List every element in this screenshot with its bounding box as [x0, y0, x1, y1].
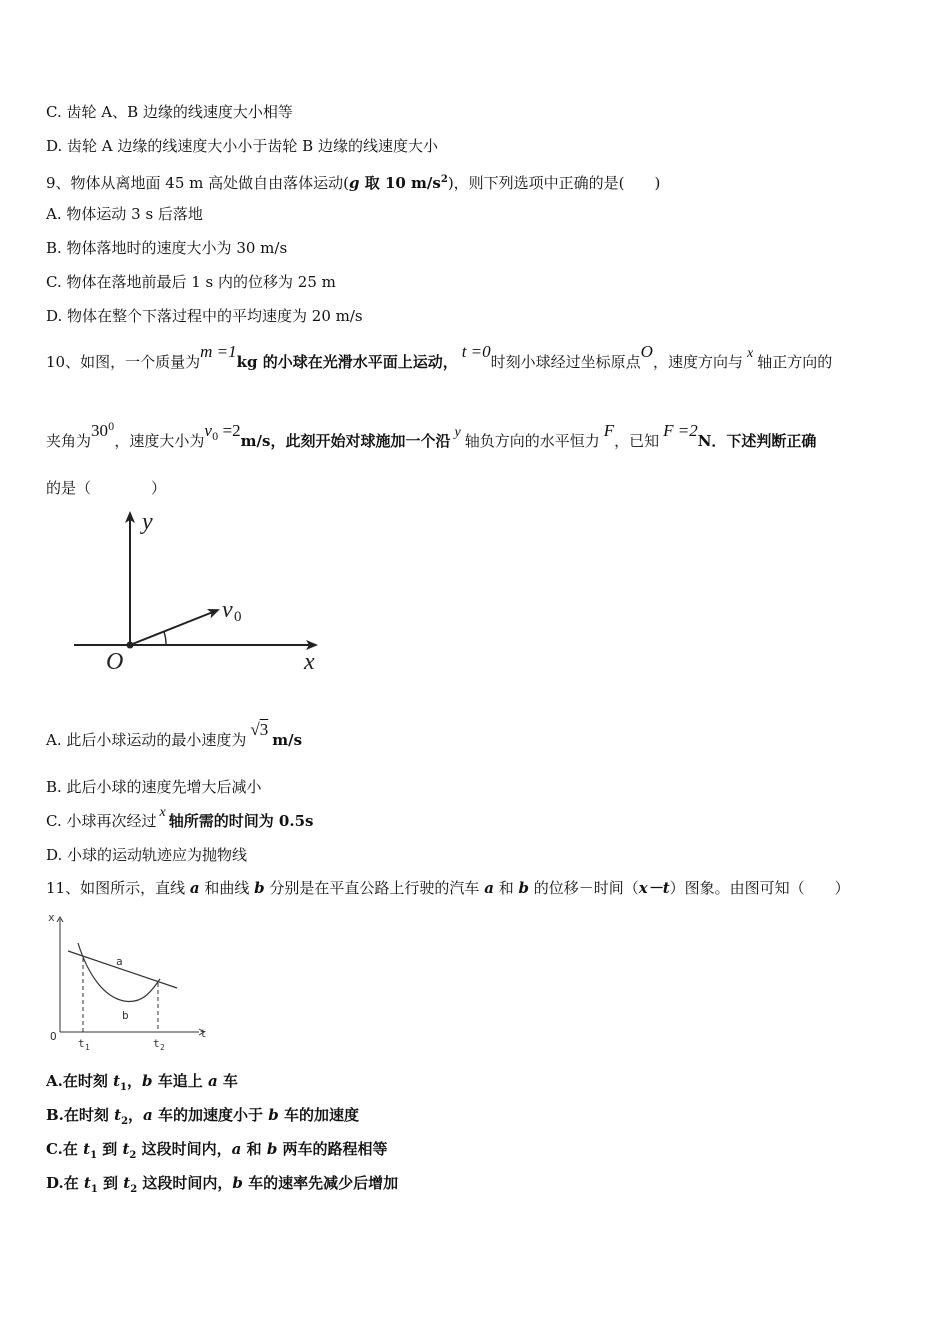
q10-option-c-suffix: 轴所需的时间为 0.5s — [168, 812, 314, 830]
q10-option-d: D. 小球的运动轨迹应为抛物线 — [46, 846, 248, 864]
q11-c-t1-sub: 1 — [90, 1150, 98, 1161]
q10-time-eq: t =0 — [461, 342, 491, 361]
q9-option-d: D. 物体在整个下落过程中的平均速度为 20 m/s — [46, 307, 363, 325]
q10-text-10: ，已知 — [614, 432, 660, 450]
q10-velocity-vector — [130, 610, 218, 645]
q9-option-c: C. 物体在落地前最后 1 s 内的位移为 25 m — [46, 273, 336, 291]
q10-text-9: 轴负方向的水平恒力 — [464, 432, 600, 450]
q10-option-a-prefix: A. 此后小球运动的最小速度为 — [46, 731, 247, 749]
q10-option-c — [46, 805, 314, 833]
q11-a-var: a — [189, 879, 200, 897]
q11-c-t1: t — [83, 1140, 91, 1158]
q9-option-b: B. 物体落地时的速度大小为 30 m/s — [46, 239, 288, 257]
q11-option-c — [46, 1139, 388, 1166]
q10-figure — [66, 505, 336, 685]
q11-a-text-1: A.在时刻 — [46, 1072, 114, 1090]
q10-text-4: ，速度方向与 — [652, 353, 743, 371]
q10-text-7: ，速度大小为 — [114, 432, 205, 450]
q10-v-label: v — [222, 597, 233, 623]
q10-text-5: 轴正方向的 — [757, 353, 833, 371]
q10-v0-sub: 0 — [211, 432, 219, 443]
q10-angle-arc — [164, 632, 166, 645]
q9-stem-prefix: 9、物体从离地面 45 m 高处做自由落体运动( — [46, 174, 350, 192]
option-d-prev: D. 齿轮 A 边缘的线速度大小小于齿轮 B 边缘的线速度大小 — [46, 137, 438, 155]
q11-curve-b — [78, 943, 160, 1001]
q11-c-a-var: a — [231, 1140, 242, 1158]
q10-y-var: y — [454, 425, 461, 440]
q10-F-var: F — [603, 421, 615, 440]
q9-stem-mid: 取 10 m/s — [359, 174, 441, 192]
q10-o-label: O — [106, 649, 124, 675]
q11-a-text-3: 车追上 — [152, 1072, 208, 1090]
q11-stem-4: 和 — [493, 879, 519, 897]
q11-c-t2: t — [122, 1140, 130, 1158]
q10-sqrt-value: 3 — [259, 720, 269, 739]
q11-stem-6: ）图象。由图可知（ ） — [669, 879, 850, 897]
q11-t2-label: t — [153, 1037, 160, 1050]
q11-t2-sub-label: 2 — [160, 1043, 165, 1052]
q10-option-c-prefix: C. 小球再次经过 — [46, 812, 157, 830]
q10-stem-line2 — [46, 421, 817, 458]
q11-c-text-2: 到 — [97, 1140, 123, 1158]
q9-stem-suffix: )，则下列选项中正确的是( ) — [447, 174, 661, 192]
q11-b-t: t — [114, 1106, 122, 1124]
q11-a-t-sub: 1 — [120, 1082, 127, 1093]
q10-x-var: x — [746, 346, 754, 361]
q11-stem-2: 和曲线 — [199, 879, 255, 897]
q11-d-t2: t — [123, 1174, 131, 1192]
q11-stem — [46, 878, 850, 898]
q11-curve-b-label: b — [122, 1009, 129, 1022]
q10-origin-var: O — [640, 342, 653, 361]
q10-option-a-suffix: m/s — [272, 731, 303, 749]
q10-angle-sup: 0 — [108, 422, 115, 433]
q11-d-text-4: 车的速率先减少后增加 — [242, 1174, 399, 1192]
q10-stem-line3: 的是（ ） — [46, 479, 167, 497]
q10-mass-eq: m =1 — [200, 342, 237, 361]
q10-origin-dot — [127, 642, 134, 649]
q11-x-axis-label: x — [48, 911, 55, 924]
q11-line-a-label: a — [116, 955, 123, 968]
q11-a-t: t — [113, 1072, 121, 1090]
q11-b-text-3: 车的加速度小于 — [152, 1106, 269, 1124]
q10-text-1: 10、如图，一个质量为 — [46, 353, 201, 371]
q10-v0-var: v — [204, 421, 212, 440]
q10-text-3: 时刻小球经过坐标原点 — [490, 353, 641, 371]
q11-c-t2-sub: 2 — [129, 1150, 137, 1161]
q10-option-c-x-var: x — [159, 805, 166, 820]
q11-c-b-var: b — [266, 1140, 278, 1158]
q10-x-label: x — [304, 649, 315, 675]
q10-option-b: B. 此后小球的速度先增大后减小 — [46, 778, 262, 796]
q11-a-b-var: b — [142, 1072, 153, 1090]
q11-c-text-4: 和 — [241, 1140, 267, 1158]
q10-v0-eq: =2 — [218, 421, 241, 440]
q11-option-d — [46, 1173, 398, 1200]
q11-d-b-var: b — [232, 1174, 243, 1192]
q10-text-11: N．下述判断正确 — [697, 432, 817, 450]
q11-b-text-4: 车的加速度 — [278, 1106, 359, 1124]
q10-y-label: y — [142, 509, 153, 535]
q11-c-text-1: C.在 — [46, 1140, 84, 1158]
q11-b-t-sub: 2 — [121, 1116, 129, 1127]
q10-angle: 30 — [91, 421, 109, 440]
q10-F-eq: F =2 — [663, 421, 698, 440]
q11-d-t1-sub: 1 — [90, 1184, 98, 1195]
q11-xt: x－t — [638, 879, 670, 897]
q10-text-6: 夹角为 — [46, 432, 92, 450]
q11-b-text-1: B.在时刻 — [46, 1106, 115, 1124]
q11-b-var: b — [254, 879, 265, 897]
q11-o-label: O — [50, 1030, 57, 1043]
q11-stem-3: 分别是在平直公路上行驶的汽车 — [264, 879, 485, 897]
q9-stem — [46, 170, 660, 193]
q11-figure — [44, 905, 214, 1055]
q10-option-a — [46, 720, 303, 750]
q11-t1-label: t — [78, 1037, 85, 1050]
q11-b-var-2: b — [518, 879, 529, 897]
q9-option-a: A. 物体运动 3 s 后落地 — [46, 205, 203, 223]
q10-sqrt-symbol: √ — [250, 720, 260, 739]
q10-text-2: kg 的小球在光滑水平面上运动， — [236, 353, 458, 371]
q11-a-text-4: 车 — [217, 1072, 238, 1090]
q11-c-text-3: 这段时间内， — [136, 1140, 232, 1158]
q10-stem-line1 — [46, 342, 833, 374]
q11-t-axis-label: t — [200, 1027, 207, 1040]
q11-t1-sub-label: 1 — [85, 1043, 90, 1052]
q11-b-b-var: b — [268, 1106, 279, 1124]
q10-v-sub-label: 0 — [234, 609, 242, 625]
q10-text-8: m/s，此刻开始对球施加一个沿 — [240, 432, 451, 450]
q11-a-var-2: a — [484, 879, 494, 897]
q11-d-t2-sub: 2 — [130, 1184, 138, 1195]
q11-c-text-5: 两车的路程相等 — [277, 1140, 388, 1158]
q11-a-text-2: ， — [127, 1072, 143, 1090]
q11-d-text-1: D.在 — [46, 1174, 84, 1192]
q11-stem-1: 11、如图所示，直线 — [46, 879, 190, 897]
q11-b-a-var: a — [143, 1106, 153, 1124]
q11-d-text-2: 到 — [97, 1174, 124, 1192]
q11-a-a-var: a — [207, 1072, 218, 1090]
q11-option-a — [46, 1071, 238, 1098]
q11-stem-5: 的位移－时间（ — [528, 879, 639, 897]
q11-option-b — [46, 1105, 359, 1132]
q9-g-var: g — [349, 174, 360, 192]
q9-stem-exp: 2 — [440, 174, 448, 185]
q11-d-t1: t — [83, 1174, 91, 1192]
option-c-prev: C. 齿轮 A、B 边缘的线速度大小相等 — [46, 103, 293, 121]
q11-b-text-2: ， — [128, 1106, 144, 1124]
q11-d-text-3: 这段时间内， — [137, 1174, 233, 1192]
